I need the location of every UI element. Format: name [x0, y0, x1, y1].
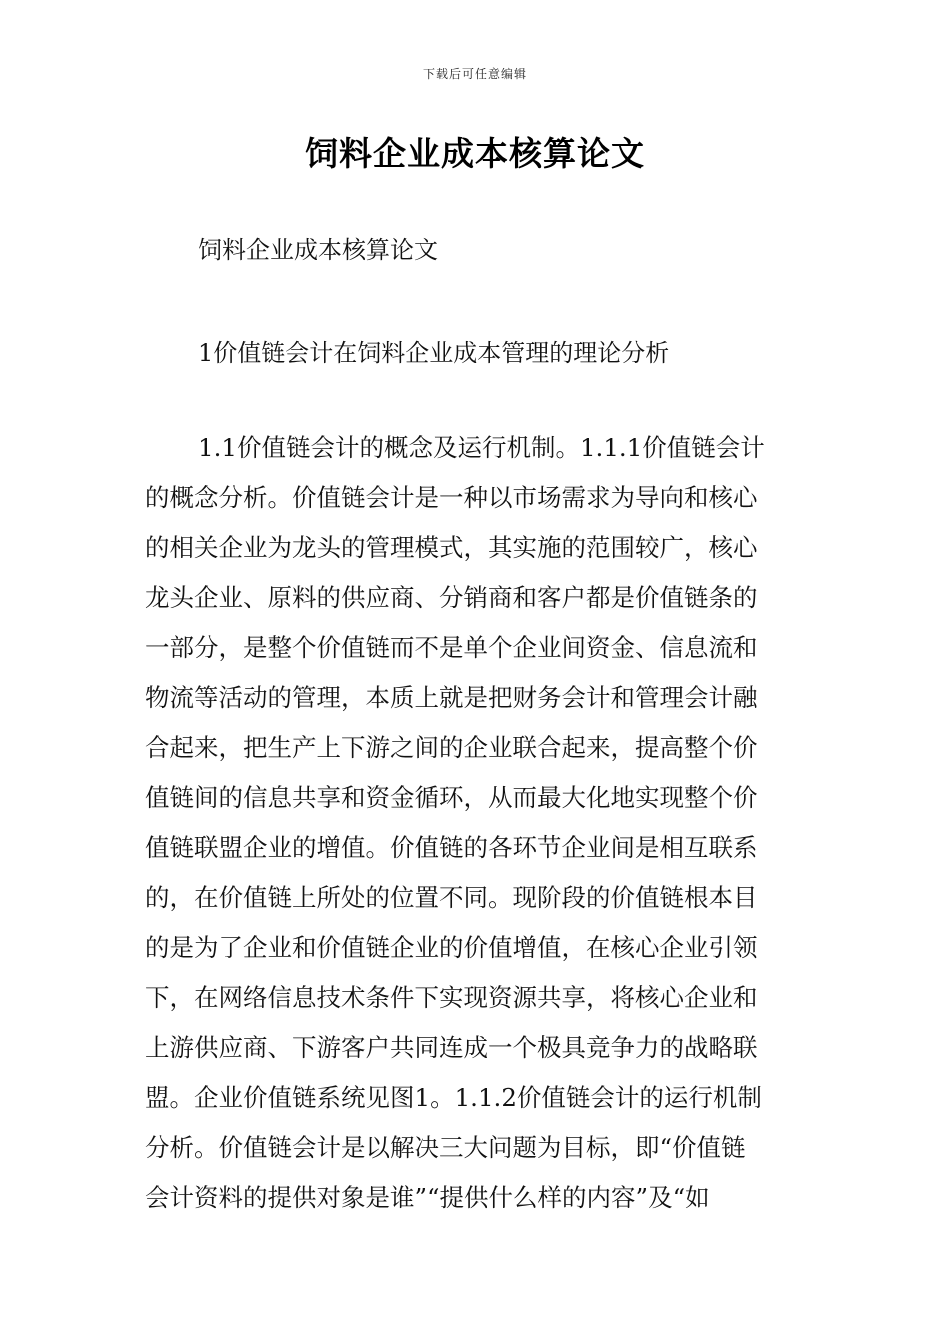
body-line: 分析。价值链会计是以解决三大问题为目标，即“价值链: [145, 1133, 746, 1162]
body-line: 值链联盟企业的增值。价值链的各环节企业间是相互联系: [145, 833, 758, 862]
body-line: 合起来，把生产上下游之间的企业联合起来，提高整个价: [145, 733, 758, 762]
document-subtitle: 饲料企业成本核算论文: [198, 236, 438, 264]
body-line: 的是为了企业和价值链企业的价值增值，在核心企业引领: [145, 933, 758, 962]
body-line: 一部分，是整个价值链而不是单个企业间资金、信息流和: [145, 633, 758, 662]
body-line: 会计资料的提供对象是谁”“提供什么样的内容”及“如: [145, 1183, 710, 1212]
section-heading: 1价值链会计在饲料企业成本管理的理论分析: [198, 339, 670, 367]
body-line: 下，在网络信息技术条件下实现资源共享，将核心企业和: [145, 983, 758, 1012]
body-line: 的，在价值链上所处的位置不同。现阶段的价值链根本目: [145, 883, 758, 912]
body-line: 的概念分析。价值链会计是一种以市场需求为导向和核心: [145, 483, 758, 512]
body-line: 龙头企业、原料的供应商、分销商和客户都是价值链条的: [145, 583, 758, 612]
body-paragraph: [145, 429, 810, 1229]
header-note: 下载后可任意编辑: [422, 67, 527, 81]
body-line: 值链间的信息共享和资金循环，从而最大化地实现整个价: [145, 783, 758, 812]
body-line: 1.1价值链会计的概念及运行机制。1.1.1价值链会计: [198, 433, 765, 462]
body-line: 的相关企业为龙头的管理模式，其实施的范围较广，核心: [145, 533, 758, 562]
document-title: 饲料企业成本核算论文: [305, 134, 645, 173]
body-line: 盟。企业价值链系统见图1。1.1.2价值链会计的运行机制: [145, 1083, 762, 1112]
body-line: 上游供应商、下游客户共同连成一个极具竞争力的战略联: [145, 1033, 758, 1062]
body-line: 物流等活动的管理，本质上就是把财务会计和管理会计融: [145, 683, 758, 712]
